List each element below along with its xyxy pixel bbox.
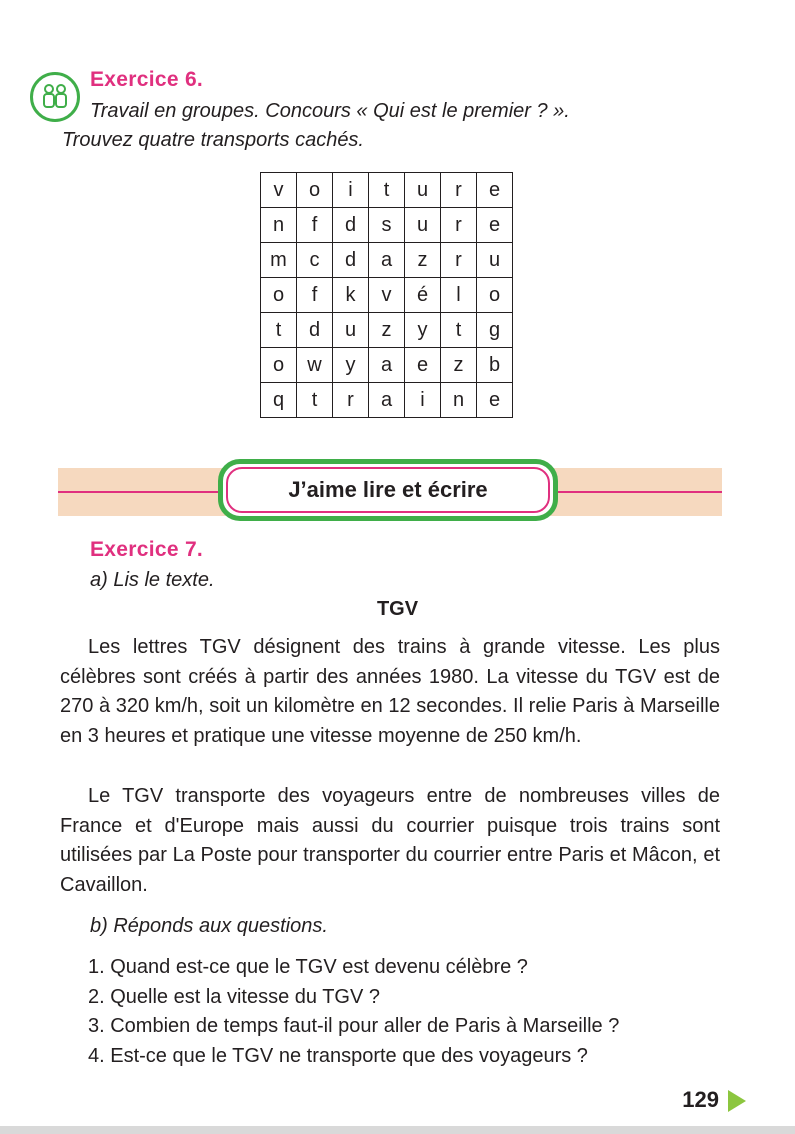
grid-cell: m [261, 243, 297, 278]
grid-cell: i [333, 173, 369, 208]
grid-cell: n [441, 383, 477, 418]
question-item: 4. Est-ce que le TGV ne transporte que des voyageurs ? [88, 1044, 588, 1067]
banner-line-left [58, 491, 220, 493]
grid-cell: f [297, 278, 333, 313]
grid-cell: r [333, 383, 369, 418]
grid-row [261, 208, 513, 243]
section-banner-label: J’aime lire et écrire [288, 477, 488, 502]
question-item: 2. Quelle est la vitesse du TGV ? [88, 985, 381, 1008]
exercise-7-title: Exercice 7. [90, 538, 204, 561]
grid-cell: w [297, 348, 333, 383]
grid-row [261, 348, 513, 383]
exercise-7-part-b: b) Réponds aux questions. [90, 915, 328, 937]
question-list [88, 953, 738, 1071]
question-item: 3. Combien de temps faut-il pour aller de Paris à Marseille ? [88, 1015, 620, 1037]
grid-cell: l [441, 278, 477, 313]
grid-cell: o [477, 278, 513, 313]
grid-cell: é [405, 278, 441, 313]
grid-cell: g [477, 313, 513, 348]
grid-cell: z [369, 313, 405, 348]
grid-cell: e [477, 208, 513, 243]
triangle-right-icon [728, 1090, 746, 1112]
group-work-icon [30, 72, 80, 122]
grid-row [261, 278, 513, 313]
grid-cell: b [477, 348, 513, 383]
grid-cell: i [405, 383, 441, 418]
exercise-7-part-a: a) Lis le texte. [90, 569, 215, 591]
grid-cell: t [261, 313, 297, 348]
grid-cell: r [441, 243, 477, 278]
grid-row [261, 313, 513, 348]
grid-cell: u [405, 173, 441, 208]
grid-cell: u [477, 243, 513, 278]
grid-cell: v [369, 278, 405, 313]
section-banner [218, 459, 558, 521]
grid-cell: e [477, 383, 513, 418]
grid-cell: n [261, 208, 297, 243]
grid-cell: z [441, 348, 477, 383]
grid-cell: a [369, 383, 405, 418]
grid-cell: c [297, 243, 333, 278]
grid-cell: k [333, 278, 369, 313]
grid-cell: a [369, 348, 405, 383]
exercise-6-instruction: Travail en groupes. Concours « Qui est le premier ? ». [90, 100, 570, 122]
grid-cell: y [405, 313, 441, 348]
grid-cell: d [297, 313, 333, 348]
grid-cell: f [297, 208, 333, 243]
grid-cell: d [333, 243, 369, 278]
grid-cell: o [297, 173, 333, 208]
grid-cell: t [297, 383, 333, 418]
grid-cell: q [261, 383, 297, 418]
grid-cell: e [477, 173, 513, 208]
grid-cell: u [405, 208, 441, 243]
exercise-6-task: Trouvez quatre transports cachés. [62, 129, 364, 151]
paragraph-2: Le TGV transporte des voyageurs entre de nombreuses villes de France et d'Europe mais aussi du courrier puisque trois trains sont utilisées par La Poste pour transporter du courrier entre Paris et Mâcon, et Cavaillon. [60, 785, 720, 896]
grid-cell: t [369, 173, 405, 208]
grid-cell: u [333, 313, 369, 348]
grid-cell: e [405, 348, 441, 383]
grid-row [261, 243, 513, 278]
paragraph-1: Les lettres TGV désignent des trains à grande vitesse. Les plus célèbres sont créés à partir des années 1980. La vitesse du TGV est de 270 à 320 km/h, soit un kilomètre en 12 secondes. Il relie Paris à Marseille en 3 heures et pratique une vitesse moyenne de 250 km/h. [60, 636, 720, 747]
text-title: TGV [376, 598, 419, 620]
grid-row [261, 173, 513, 208]
bottom-bar [0, 1126, 795, 1134]
banner-line-right [556, 491, 722, 493]
grid-cell: y [333, 348, 369, 383]
question-item: 1. Quand est-ce que le TGV est devenu célèbre ? [88, 956, 528, 978]
grid-cell: s [369, 208, 405, 243]
grid-cell: v [261, 173, 297, 208]
grid-cell: r [441, 173, 477, 208]
grid-cell: a [369, 243, 405, 278]
grid-row [261, 383, 513, 418]
grid-cell: o [261, 348, 297, 383]
grid-cell: t [441, 313, 477, 348]
word-search-grid [260, 172, 513, 418]
exercise-6-title: Exercice 6. [90, 68, 204, 91]
grid-cell: d [333, 208, 369, 243]
grid-cell: o [261, 278, 297, 313]
grid-cell: r [441, 208, 477, 243]
grid-cell: z [405, 243, 441, 278]
page-number: 129 [682, 1087, 719, 1112]
